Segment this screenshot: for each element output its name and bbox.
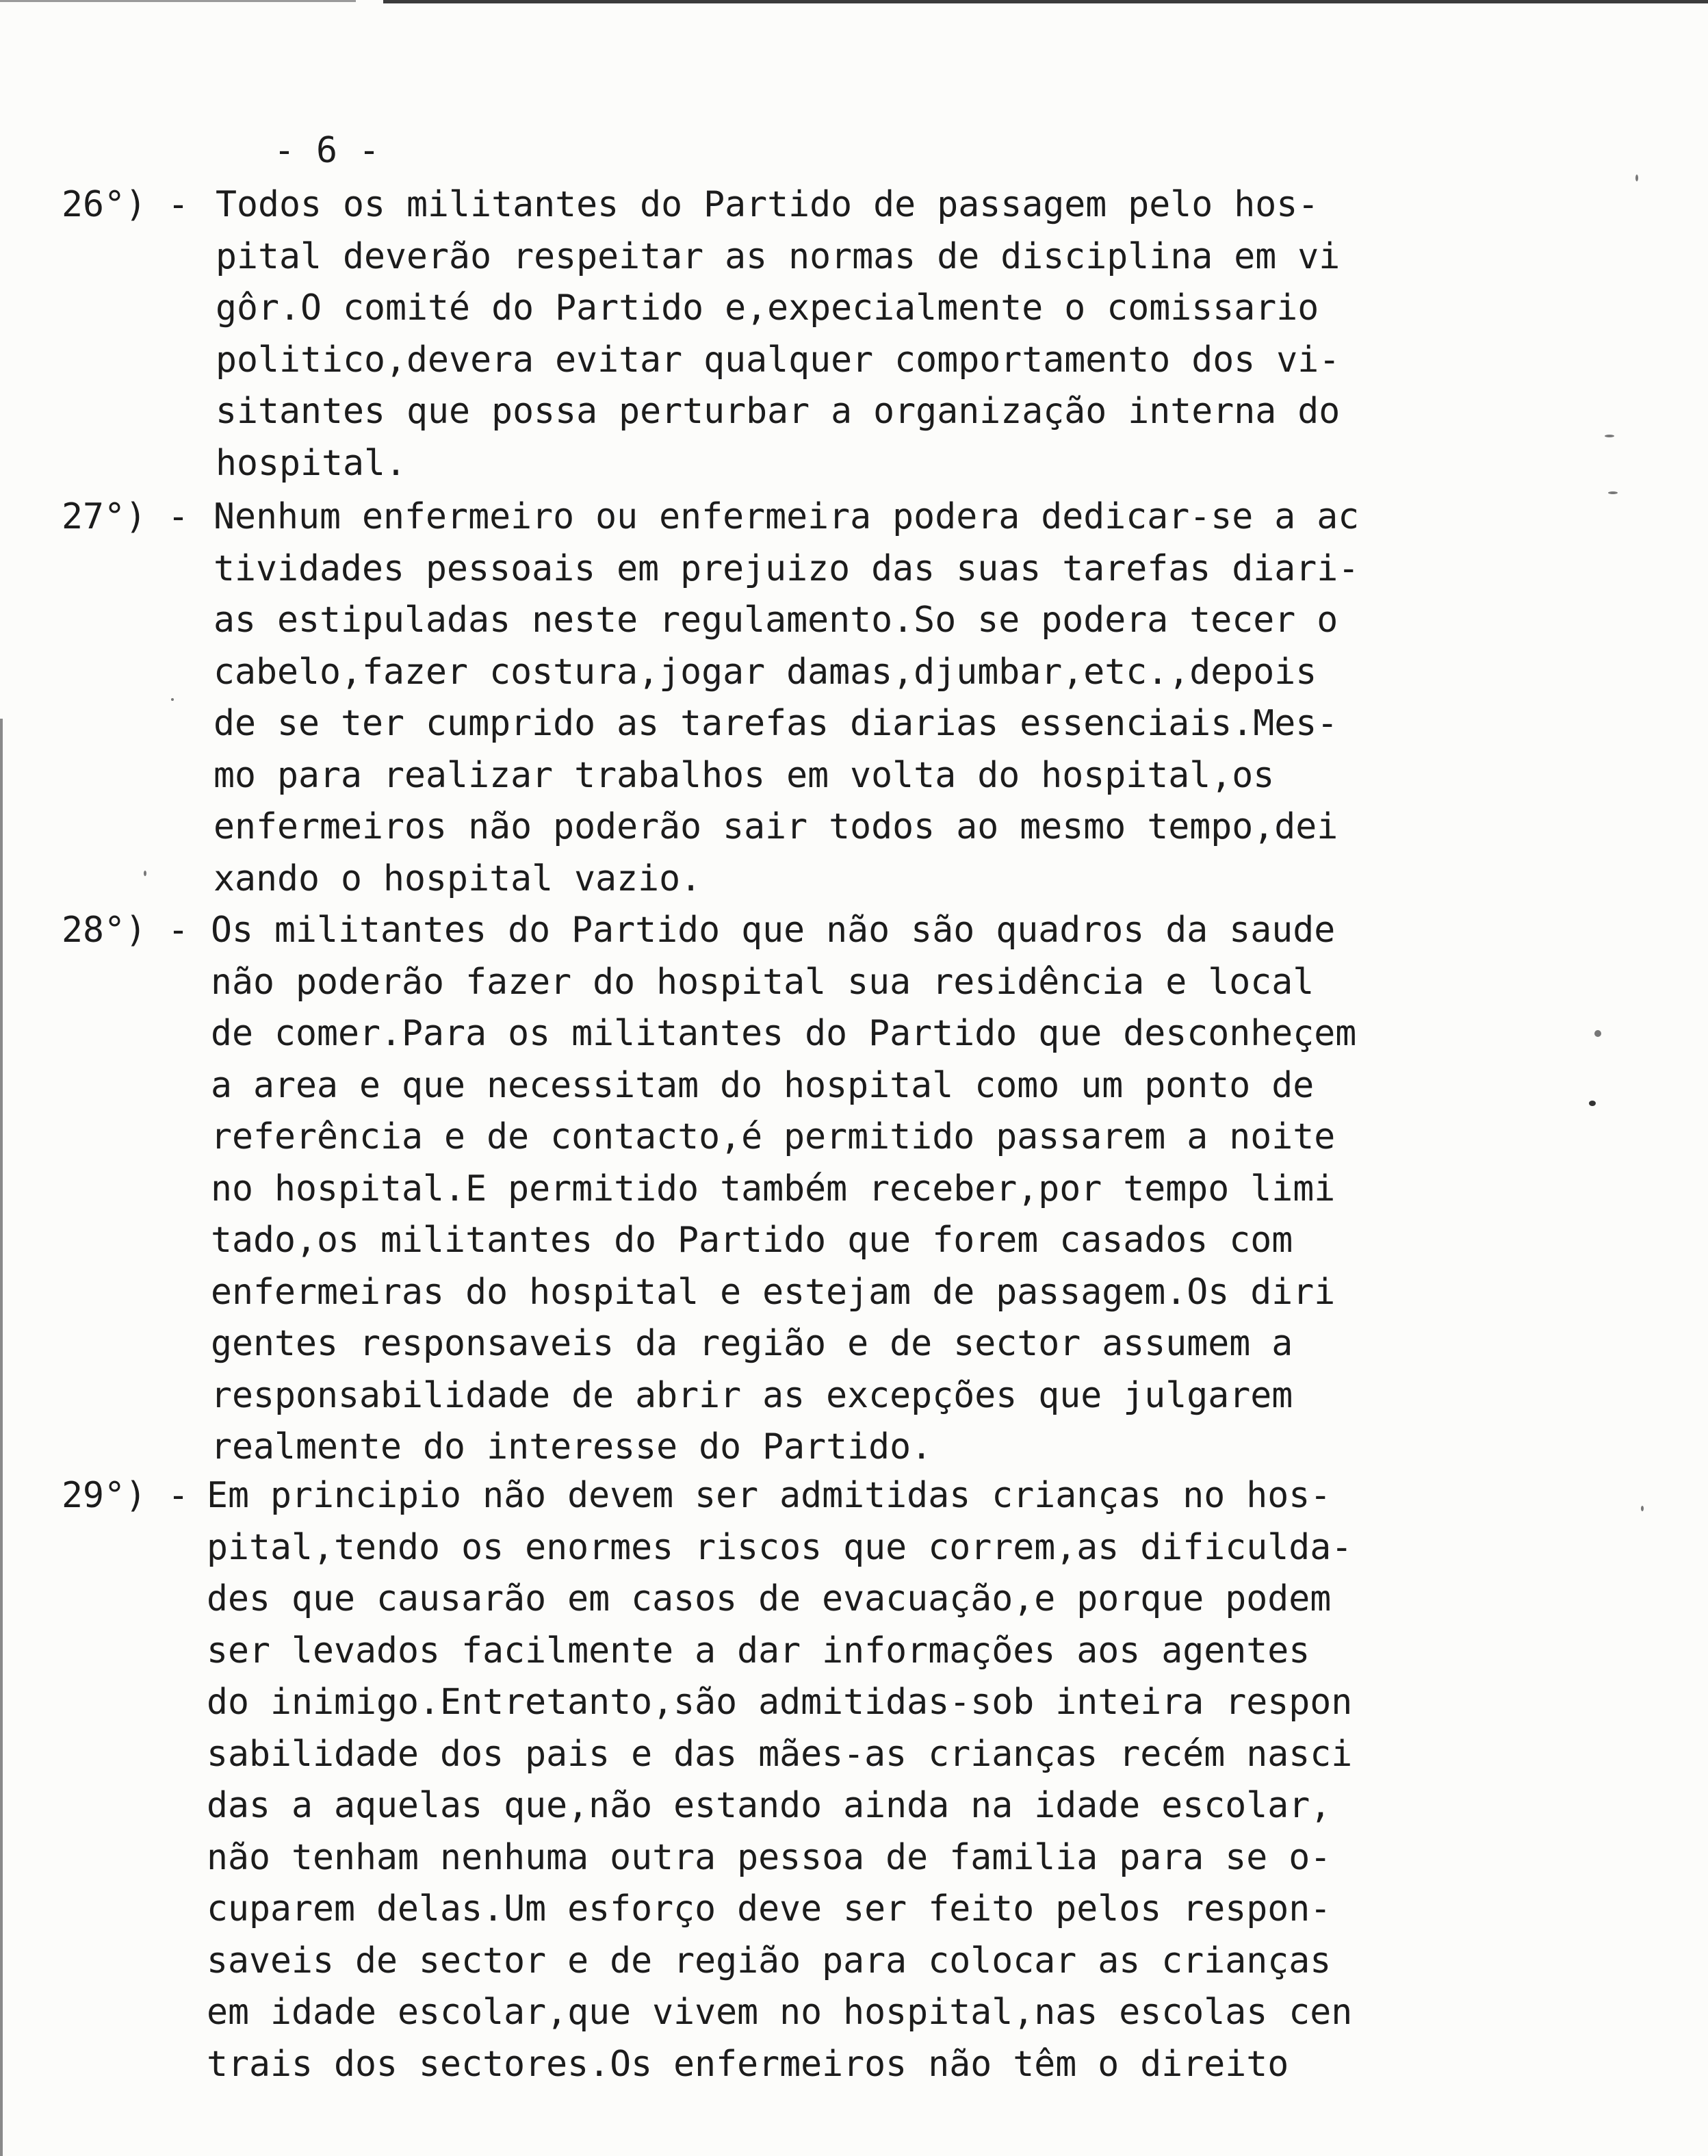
clause-line: referência e de contacto,é permitido passarem a noite	[211, 1116, 1336, 1157]
clause-line: no hospital.E permitido também receber,por tempo limi	[211, 1168, 1336, 1209]
scan-speck	[171, 698, 174, 701]
clause-line: não tenham nenhuma outra pessoa de familia para se o-	[207, 1836, 1332, 1878]
scan-speck	[1605, 435, 1614, 437]
clause-text	[207, 1470, 1438, 2090]
clause-line: enfermeiros não poderão sair todos ao mesmo tempo,dei	[214, 806, 1338, 847]
clause-line: cuparem delas.Um esforço deve ser feito pelos respon-	[207, 1888, 1332, 1929]
clause-line: Todos os militantes do Partido de passagem pelo hos-	[216, 184, 1319, 225]
clause-line: sabilidade dos pais e das mães-as crianças recém nasci	[207, 1733, 1353, 1775]
clause-line: tividades pessoais em prejuizo das suas tarefas diari-	[214, 548, 1360, 589]
scan-speck	[1641, 1506, 1644, 1511]
scan-speck	[144, 871, 146, 876]
clause-26	[62, 179, 1430, 494]
clause-line: das a aquelas que,não estando ainda na idade escolar,	[207, 1785, 1332, 1826]
scan-speck	[1635, 175, 1638, 181]
clause-line: saveis de sector e de região para colocar as crianças	[207, 1940, 1332, 1981]
clause-line: tado,os militantes do Partido que forem casados com	[211, 1220, 1293, 1261]
clause-line: de se ter cumprido as tarefas diarias essenciais.Mes-	[214, 703, 1338, 744]
page-number: - 6 -	[274, 130, 380, 171]
clause-text	[211, 905, 1442, 1474]
scan-speck	[1608, 491, 1618, 494]
clause-line: Em principio não devem ser admitidas crianças no hos-	[207, 1475, 1332, 1516]
clause-line: realmente do interesse do Partido.	[211, 1426, 933, 1467]
clause-number: 28°) -	[62, 910, 190, 951]
clause-line: do inimigo.Entretanto,são admitidas-sob inteira respon	[207, 1682, 1353, 1723]
clause-line: responsabilidade de abrir as excepções que julgarem	[211, 1374, 1293, 1416]
clause-line: sitantes que possa perturbar a organização interna do	[216, 391, 1341, 432]
clause-line: a area e que necessitam do hospital como um ponto de	[211, 1064, 1315, 1106]
clause-text	[216, 179, 1447, 489]
clause-line: pital,tendo os enormes riscos que correm,as dificulda-	[207, 1526, 1353, 1568]
clause-line: gôr.O comité do Partido e,expecialmente o comissario	[216, 287, 1319, 329]
scan-speck	[1594, 1030, 1601, 1037]
clause-line: hospital.	[216, 442, 407, 484]
clause-number: 29°) -	[62, 1475, 190, 1516]
clause-27	[62, 491, 1430, 909]
clause-line: Nenhum enfermeiro ou enfermeira podera dedicar-se a ac	[214, 496, 1360, 537]
clause-line: enfermeiras do hospital e estejam de passagem.Os diri	[211, 1271, 1336, 1313]
clause-line: em idade escolar,que vivem no hospital,nas escolas cen	[207, 1992, 1353, 2033]
clause-line: pital deverão respeitar as normas de disciplina em vi	[216, 235, 1341, 277]
scan-speck	[1589, 1101, 1596, 1106]
clause-number: 26°) -	[62, 184, 190, 225]
clause-line: xando o hospital vazio.	[214, 858, 702, 899]
clause-line: politico,devera evitar qualquer comportamento dos vi-	[216, 339, 1341, 381]
clause-line: Os militantes do Partido que não são quadros da saude	[211, 910, 1336, 951]
clause-line: de comer.Para os militantes do Partido que desconheçem	[211, 1013, 1357, 1054]
clause-line: mo para realizar trabalhos em volta do hospital,os	[214, 754, 1275, 796]
clause-line: ser levados facilmente a dar informações aos agentes	[207, 1630, 1310, 1671]
clause-line: des que causarão em casos de evacuação,e porque podem	[207, 1578, 1332, 1619]
top-edge-mark	[383, 0, 1708, 3]
clause-line: as estipuladas neste regulamento.So se podera tecer o	[214, 600, 1338, 641]
left-page-edge	[0, 719, 3, 2156]
clause-line: não poderão fazer do hospital sua residência e local	[211, 961, 1315, 1003]
clause-28	[62, 905, 1430, 1480]
clause-line: cabelo,fazer costura,jogar damas,djumbar,etc.,depois	[214, 651, 1317, 693]
top-edge-mark-left	[0, 0, 356, 2]
clause-text	[214, 491, 1445, 905]
clause-line: trais dos sectores.Os enfermeiros não têm o direito	[207, 2043, 1289, 2085]
clause-line: gentes responsaveis da região e de sector assumem a	[211, 1323, 1293, 1364]
clause-29	[62, 1470, 1430, 2100]
clause-number: 27°) -	[62, 496, 190, 537]
